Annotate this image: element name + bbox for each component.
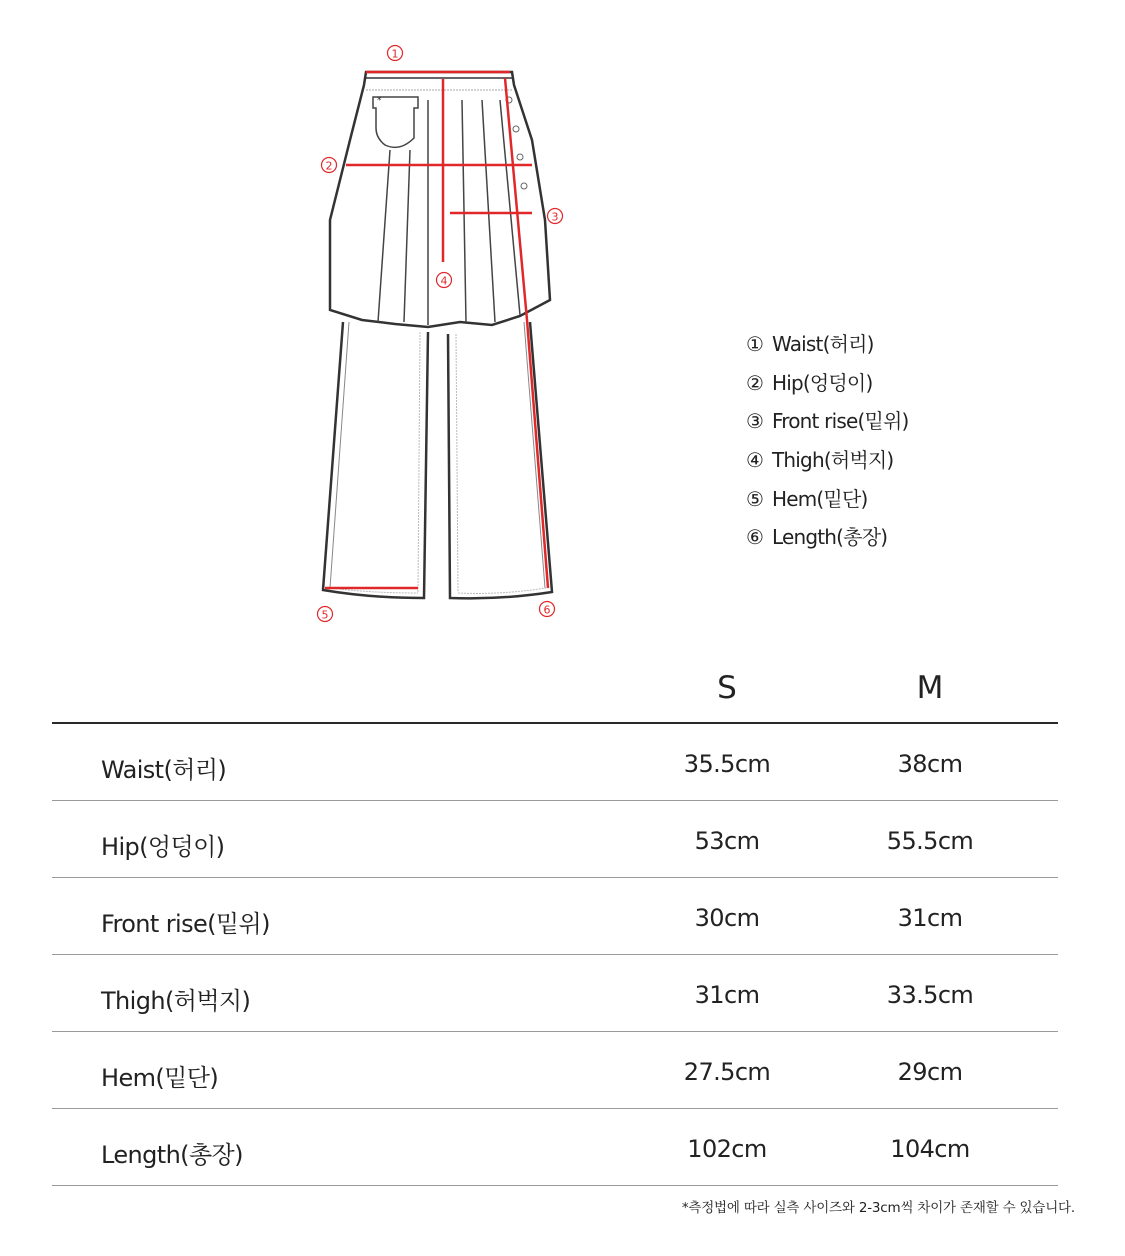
svg-text:6: 6 [543,603,551,617]
legend-item-thigh: ④ Thigh(허벅지) [746,448,894,473]
svg-text:4: 4 [440,274,448,288]
row-label: Hip(엉덩이) [101,833,225,861]
svg-text:5: 5 [321,608,329,622]
row-label: Front rise(밑위) [101,910,270,938]
row-label: Thigh(허벅지) [101,987,251,1015]
measurement-legend [746,328,909,560]
cell-m: 31cm [897,904,963,932]
legend-item-waist: ① Waist(허리) [746,332,874,356]
cell-m: 55.5cm [886,827,974,855]
cell-s: 102cm [687,1135,767,1163]
legend-item-hip: ② Hip(엉덩이) [746,370,873,395]
table-row [52,1032,1058,1109]
svg-text:1: 1 [391,47,399,61]
row-label: Waist(허리) [101,756,227,784]
table-row [52,801,1058,878]
cell-m: 38cm [897,750,963,778]
svg-text:3: 3 [551,210,559,224]
pants-outline [323,322,552,598]
row-label: Hem(밑단) [101,1064,219,1092]
cell-s: 31cm [694,981,760,1009]
column-header-s: S [717,670,737,706]
cell-s: 53cm [694,827,760,855]
table-row [52,955,1058,1032]
table-row [52,878,1058,955]
size-chart-table [52,660,1058,1186]
marker-5-icon [318,607,333,622]
marker-1-icon [388,46,403,61]
marker-3-icon [548,209,563,224]
marker-6-icon [540,602,555,617]
table-row [52,724,1058,801]
row-label: Length(총장) [101,1141,243,1169]
cell-m: 29cm [897,1058,963,1086]
cell-s: 35.5cm [683,750,771,778]
table-row [52,1109,1058,1186]
marker-4-icon [437,273,452,288]
measurement-disclaimer: *측정법에 따라 실측 사이즈와 2-3cm씩 차이가 존재할 수 있습니다. [681,1200,1075,1216]
legend-item-length: ⑥ Length(총장) [746,525,888,550]
legend-item-front-rise: ③ Front rise(밑위) [746,409,909,434]
svg-text:2: 2 [325,159,333,173]
pants-stitching [330,332,546,593]
cell-m: 104cm [890,1135,970,1163]
cell-s: 30cm [694,904,760,932]
svg-text:*: * [377,96,382,106]
table-header [52,660,1058,724]
marker-2-icon [322,158,337,173]
column-header-m: M [916,670,944,706]
legend-item-hem: ⑤ Hem(밑단) [746,486,868,511]
cell-m: 33.5cm [886,981,974,1009]
cell-s: 27.5cm [683,1058,771,1086]
